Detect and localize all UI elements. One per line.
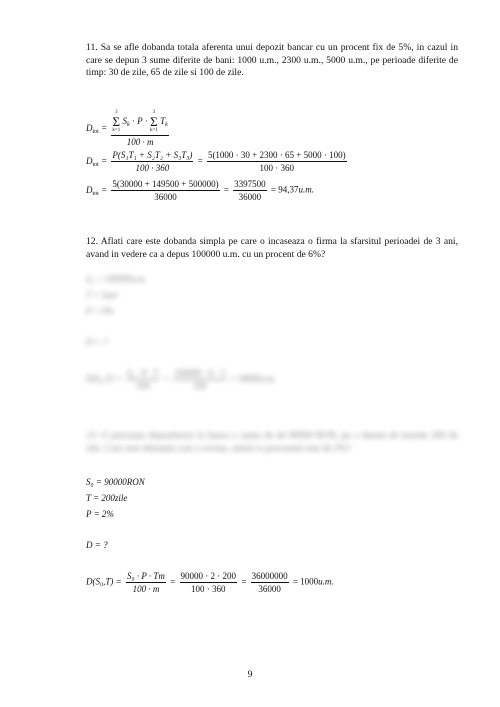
problem-13-unknown: D = ?: [86, 540, 108, 550]
problem-12-formula: D(S₀,T) = $\frac{\text{S₀ · P · T}}{100}$ = $\frac{100000 \cdot 6 \cdot 3}{100}$ = 18000u.m.: [86, 368, 277, 391]
problem-13-given-s0: S₀ = 90000RON: [86, 477, 145, 487]
problem-12-text: 12. Aflati care este dobanda simpla pe care o incaseaza o firma la sfarsitul perioadei de 3 ani, avand in vedere ca a depus 100000 u.m. cu un procent de 6%?: [86, 236, 458, 260]
problem-13-given-t: T = 200zile: [86, 493, 128, 503]
problem-13-text-blurred: 13. O persoana depoziteaza la banca o suma de de 90000 RON, pe o durata de maxim 200 de zile. Care este dobanda care o revine, stiind ca procentul este de 2%?: [86, 430, 458, 454]
problem-11-formula-1: $D_{tot}$ = 3 Σ k=1 $S_k \cdot P$ · 3 Σ k=1 $T_k$ 100 · m: [86, 110, 168, 147]
problem-12-given-t: T = 3ani: [86, 290, 118, 300]
problem-11-text: 11. Sa se afle dobanda totala aferenta unui depozit bancar cu un procent fix de 5%, in cazul in care se depun 3 sume diferite de bani: 1000 u.m., 2300 u.m., 5000 u.m., pe perioade diferite de timp: 30 de zile, 65 de zile si 100 de zile.: [86, 42, 458, 79]
page-number: 9: [247, 669, 253, 680]
problem-13-given-p: P = 2%: [86, 509, 114, 519]
problem-11-formula-2: $D_{tot}$ = $\frac{\text{P(S₁T₁ + S₂T₂ + S₃T₃)}}{100 \cdot 360}$ = $\frac{5(1000 \cdot 30 + 2300 \cdot 65 + 5000 \cdot 100)}{100 \cdot 360}$: [86, 150, 346, 173]
problem-13-formula: D(S₀,T) = $\frac{\text{S₀ · P · Tm}}{100 \cdot m}$ = $\frac{90000 \cdot 2 \cdot 200}{100 \cdot 360}$ = $\frac{36000000}{36000}$ = 1000u.m.: [86, 571, 334, 594]
problem-12-given-p: P = 6%: [86, 306, 114, 316]
problem-11-formula-3: $D_{tot}$ = $\frac{5(30000 + 149500 + 500000)}{36000}$ = $\frac{3397500}{36000}$ = 94,37u.m.: [86, 179, 314, 202]
problem-12-given-s0: S₀ = 100000u.m.: [86, 274, 147, 284]
problem-12-unknown: D = ?: [86, 337, 108, 347]
